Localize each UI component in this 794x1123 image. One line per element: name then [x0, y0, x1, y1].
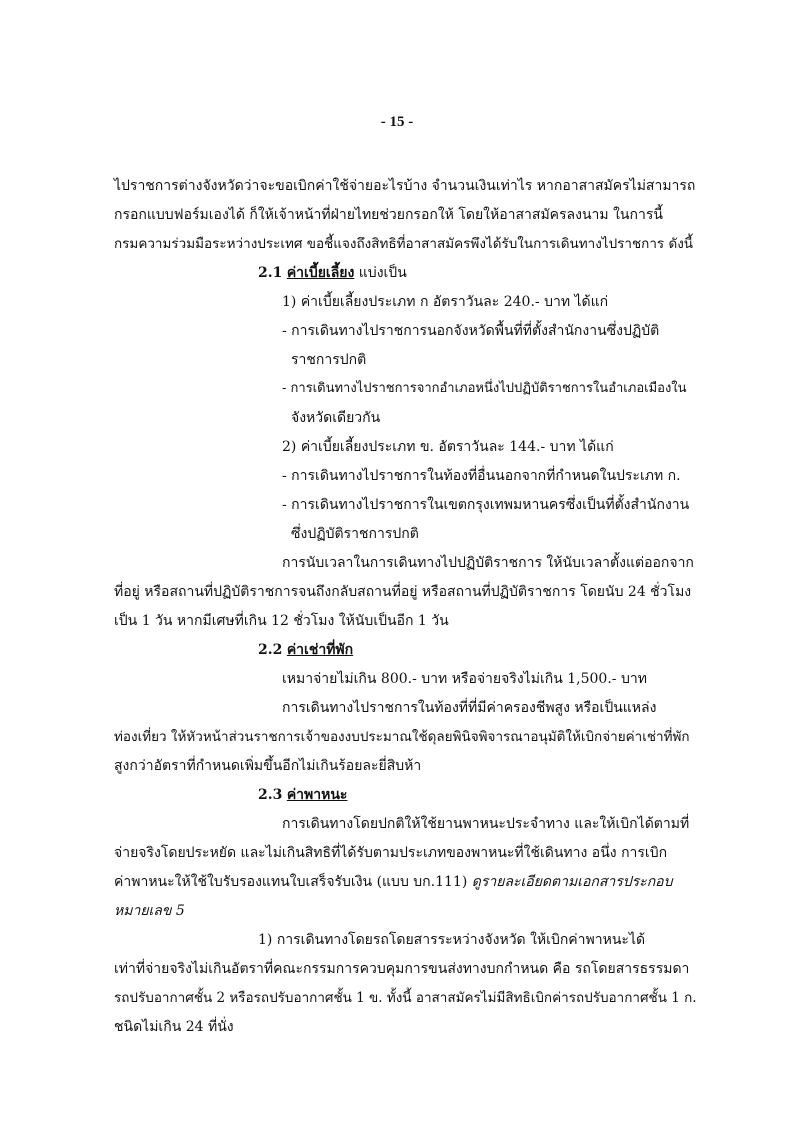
- transport-para-line-2: จ่ายจริงโดยประหยัด และไม่เกินสิทธิที่ได้รับตามประเภทของพาหนะที่ใช้เดินทาง อนึ่ง การเบิก: [114, 845, 668, 861]
- lodging-para-line-2: ท่องเที่ยว ให้หัวหน้าส่วนราชการเจ้าของงบประมาณใช้ดุลยพินิจพิจารณาอนุมัติให้เบิกจ่ายค่าเช่าที่พัก: [114, 729, 690, 745]
- allowance-a-bullet-2-line-2: จังหวัดเดียวกัน: [291, 410, 381, 426]
- section-2-3-heading: [258, 785, 347, 805]
- section-2-3-title: ค่าพาหนะ: [286, 787, 348, 803]
- allowance-type-a: 1) ค่าเบี้ยเลี้ยงประเภท ก อัตราวันละ 240.- บาท ได้แก่: [282, 294, 609, 310]
- allowance-b-bullet-2-line-2: ซึ่งปฏิบัติราชการปกติ: [291, 526, 419, 542]
- transport-para-line-3: [114, 872, 672, 892]
- section-2-3-number: 2.3: [258, 787, 283, 803]
- bus-travel-line-3: รถปรับอากาศชั้น 2 หรือรถปรับอากาศชั้น 1 ข. ทั้งนี้ อาสาสมัครไม่มีสิทธิเบิกค่ารถปรับอากาศชั้น 1 ก.: [114, 990, 697, 1006]
- time-count-line-1: การนับเวลาในการเดินทางไปปฏิบัติราชการ ให้นับเวลาตั้งแต่ออกจาก: [282, 555, 694, 571]
- allowance-a-bullet-2-line-1: - การเดินทางไปราชการจากอำเภอหนึ่งไปปฏิบัติราชการในอำเภอเมืองใน: [282, 381, 687, 396]
- transport-para-line-3-text: ค่าพาหนะให้ใช้ใบรับรองแทนใบเสร็จรับเงิน (แบบ บก.111): [114, 874, 472, 890]
- section-2-2-title: ค่าเช่าที่พัก: [286, 642, 354, 658]
- intro-line-3: กรมความร่วมมือระหว่างประเทศ ขอชี้แจงถึงสิทธิที่อาสาสมัครพึงได้รับในการเดินทางไปราชการ ดังนี้: [114, 236, 694, 252]
- allowance-b-bullet-2-line-1: - การเดินทางไปราชการในเขตกรุงเทพมหานครซึ่งเป็นที่ตั้งสำนักงาน: [282, 497, 690, 513]
- time-count-line-2: ที่อยู่ หรือสถานที่ปฏิบัติราชการจนถึงกลับสถานที่อยู่ หรือสถานที่ปฏิบัติราชการ โดยนับ 24 ชั่วโมง: [114, 584, 692, 600]
- transport-para-line-1: การเดินทางโดยปกติให้ใช้ยานพาหนะประจำทาง และให้เบิกได้ตามที่: [282, 816, 690, 832]
- bus-travel-line-2: เท่าที่จ่ายจริงไม่เกินอัตราที่คณะกรรมการควบคุมการขนส่งทางบกกำหนด คือ รถโดยสารธรรมดา: [114, 961, 690, 977]
- section-2-2-heading: [258, 640, 353, 660]
- lodging-para-line-3: สูงกว่าอัตราที่กำหนดเพิ่มขึ้นอีกไม่เกินร้อยละยี่สิบห้า: [114, 758, 422, 774]
- section-2-1-heading: [258, 263, 407, 283]
- bus-travel-line-1: 1) การเดินทางโดยรถโดยสารระหว่างจังหวัด ให้เบิกค่าพาหนะได้: [258, 932, 646, 948]
- page-number: - 15 -: [380, 114, 414, 130]
- section-2-1-suffix: แบ่งเป็น: [354, 265, 407, 281]
- section-2-1-number: 2.1: [258, 265, 283, 281]
- section-2-1-title: ค่าเบี้ยเลี้ยง: [286, 265, 355, 281]
- transport-reference-italic: ดูรายละเอียดตามเอกสารประกอบ: [471, 874, 673, 890]
- bus-travel-line-4: ชนิดไม่เกิน 24 ที่นั่ง: [114, 1019, 234, 1035]
- allowance-type-b: 2) ค่าเบี้ยเลี้ยงประเภท ข. อัตราวันละ 144.- บาท ได้แก่: [282, 439, 614, 455]
- section-2-2-number: 2.2: [258, 642, 283, 658]
- intro-line-2: กรอกแบบฟอร์มเองได้ ก็ให้เจ้าหน้าที่ฝ่ายไทยช่วยกรอกให้ โดยให้อาสาสมัครลงนาม ในการนี้: [114, 207, 663, 223]
- intro-line-1: ไปราชการต่างจังหวัดว่าจะขอเบิกค่าใช้จ่ายอะไรบ้าง จำนวนเงินเท่าไร หากอาสาสมัครไม่สามารถ: [114, 178, 696, 194]
- allowance-b-bullet-1: - การเดินทางไปราชการในท้องที่อื่นนอกจากที่กำหนดในประเภท ก.: [282, 468, 681, 484]
- lodging-para-line-1: การเดินทางไปราชการในท้องที่ที่มีค่าครองชีพสูง หรือเป็นแหล่ง: [282, 700, 657, 716]
- time-count-line-3: เป็น 1 วัน หากมีเศษที่เกิน 12 ชั่วโมง ให้นับเป็นอีก 1 วัน: [114, 613, 449, 629]
- allowance-a-bullet-1-line-1: - การเดินทางไปราชการนอกจังหวัดพื้นที่ที่ตั้งสำนักงานซึ่งปฏิบัติ: [282, 323, 660, 339]
- transport-reference-number: หมายเลข 5: [114, 903, 185, 919]
- allowance-a-bullet-1-line-2: ราชการปกติ: [291, 352, 367, 368]
- lodging-rate: เหมาจ่ายไม่เกิน 800.- บาท หรือจ่ายจริงไม่เกิน 1,500.- บาท: [282, 671, 647, 687]
